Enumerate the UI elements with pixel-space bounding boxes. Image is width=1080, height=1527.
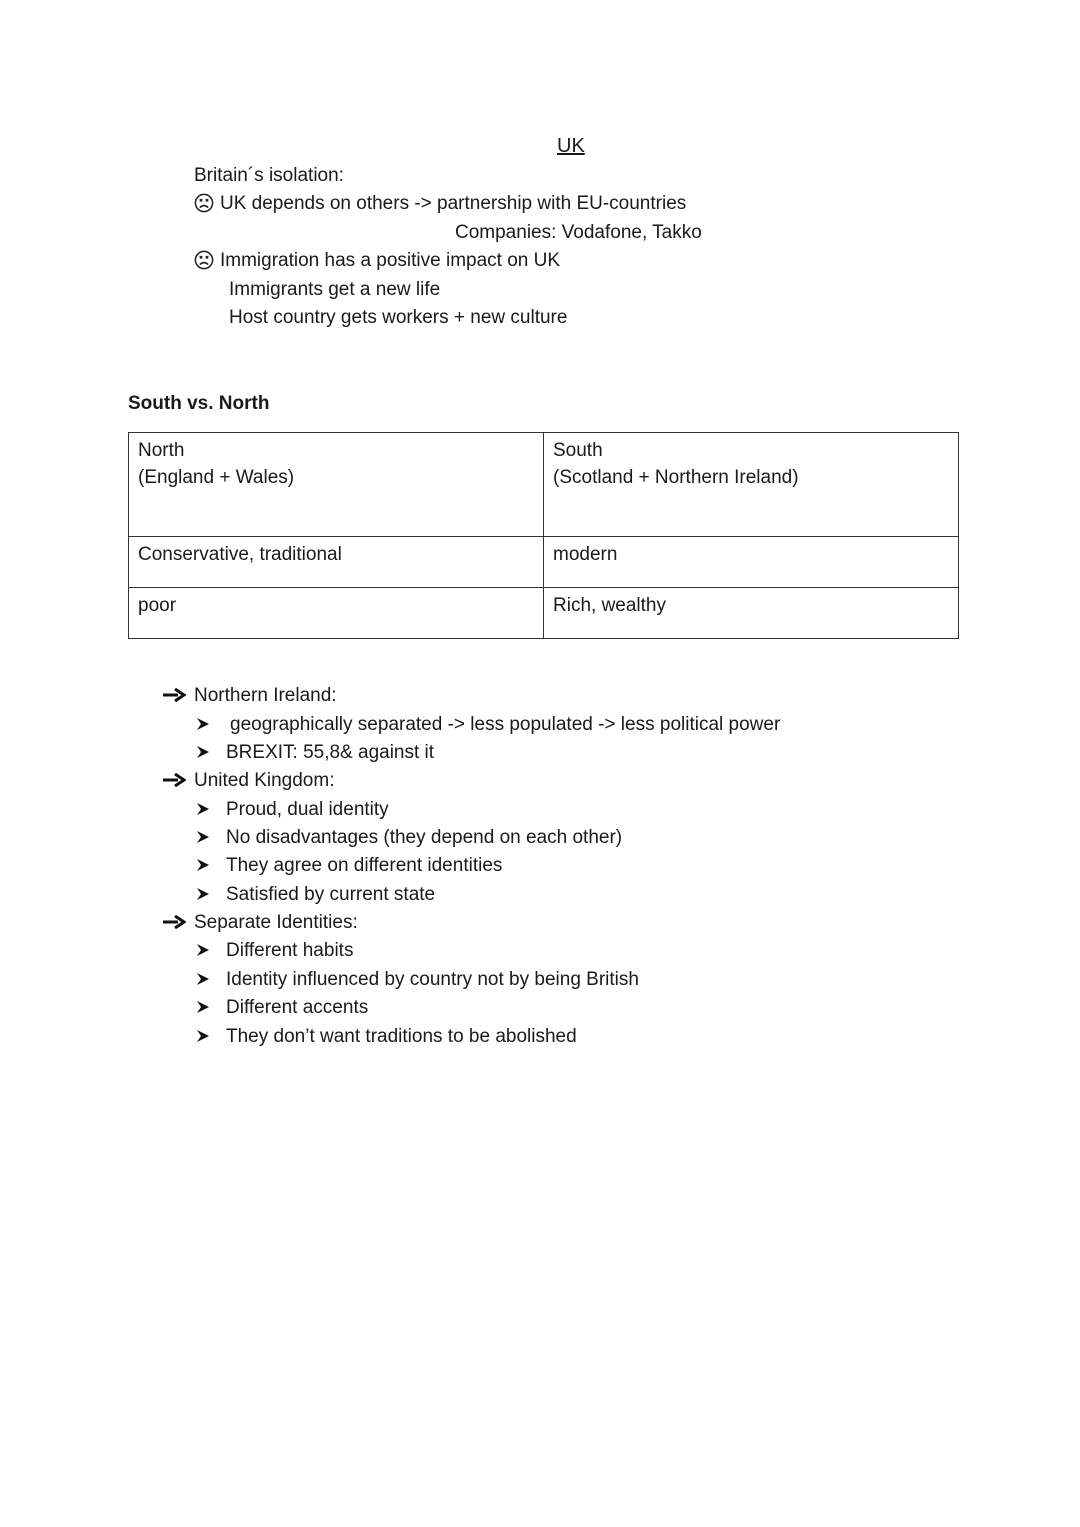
notes-heading-northern-ireland	[162, 684, 337, 708]
list-item-text: Satisfied by current state	[226, 884, 436, 905]
isolation-point-2-sub-1: Immigrants get a new life	[229, 279, 441, 300]
list-item-text: They agree on different identities	[226, 855, 503, 876]
chevron-bullet-icon	[196, 1000, 210, 1014]
cell-text: modern	[553, 544, 618, 565]
list-item-text: Different accents	[226, 997, 369, 1018]
chevron-bullet-icon	[196, 1029, 210, 1043]
table-cell	[544, 433, 959, 537]
table-cell	[129, 588, 544, 639]
right-arrow-icon	[162, 773, 186, 787]
notes-heading-text: Northern Ireland:	[194, 685, 337, 706]
list-item	[196, 883, 435, 907]
list-item-text: No disadvantages (they depend on each other)	[226, 827, 623, 848]
cell-text: Rich, wealthy	[553, 595, 666, 616]
list-item	[196, 996, 368, 1020]
table-cell	[129, 433, 544, 537]
list-item-text: Proud, dual identity	[226, 799, 389, 820]
chevron-bullet-icon	[196, 943, 210, 957]
sad-face-icon	[194, 250, 214, 270]
list-item	[196, 798, 389, 822]
list-item	[196, 1025, 577, 1049]
isolation-heading: Britain´s isolation:	[194, 165, 344, 186]
list-item-text: Different habits	[226, 940, 354, 961]
cell-text: South (Scotland + Northern Ireland)	[553, 440, 799, 488]
notes-heading-text: United Kingdom:	[194, 770, 335, 791]
cell-text: North (England + Wales)	[138, 440, 295, 488]
notes-heading-text: Separate Identities:	[194, 912, 358, 933]
chevron-bullet-icon	[196, 858, 210, 872]
table-cell	[129, 537, 544, 588]
sad-face-icon	[194, 193, 214, 213]
isolation-point-1-sub: Companies: Vodafone, Takko	[455, 222, 702, 243]
cell-text: poor	[138, 595, 177, 616]
table-cell	[544, 537, 959, 588]
chevron-bullet-icon	[196, 745, 210, 759]
comparison-heading: South vs. North	[128, 393, 270, 414]
notes-heading-united-kingdom	[162, 769, 334, 793]
chevron-bullet-icon	[196, 887, 210, 901]
isolation-point-1	[194, 192, 686, 216]
cell-text: Conservative, traditional	[138, 544, 342, 565]
list-item	[196, 713, 780, 737]
list-item-text: geographically separated -> less populated -> less political power	[230, 714, 781, 735]
chevron-bullet-icon	[196, 717, 210, 731]
right-arrow-icon	[162, 688, 186, 702]
isolation-point-1-text: UK depends on others -> partnership with EU-countries	[220, 193, 687, 214]
list-item	[196, 939, 353, 963]
isolation-point-2	[194, 249, 560, 273]
right-arrow-icon	[162, 915, 186, 929]
table-row	[129, 433, 959, 537]
comparison-table	[128, 432, 959, 639]
chevron-bullet-icon	[196, 830, 210, 844]
chevron-bullet-icon	[196, 972, 210, 986]
notes-heading-separate-identities	[162, 911, 358, 935]
list-item-text: Identity influenced by country not by being British	[226, 969, 639, 990]
isolation-point-2-text: Immigration has a positive impact on UK	[220, 250, 561, 271]
list-item	[196, 741, 434, 765]
page-title: UK	[557, 135, 585, 157]
isolation-point-2-sub-2: Host country gets workers + new culture	[229, 307, 568, 328]
table-row	[129, 537, 959, 588]
list-item	[196, 968, 639, 992]
list-item-text: They don’t want traditions to be abolished	[226, 1026, 577, 1047]
list-item-text: BREXIT: 55,8& against it	[226, 742, 435, 763]
table-cell	[544, 588, 959, 639]
table-row	[129, 588, 959, 639]
chevron-bullet-icon	[196, 802, 210, 816]
list-item	[196, 826, 622, 850]
list-item	[196, 854, 502, 878]
